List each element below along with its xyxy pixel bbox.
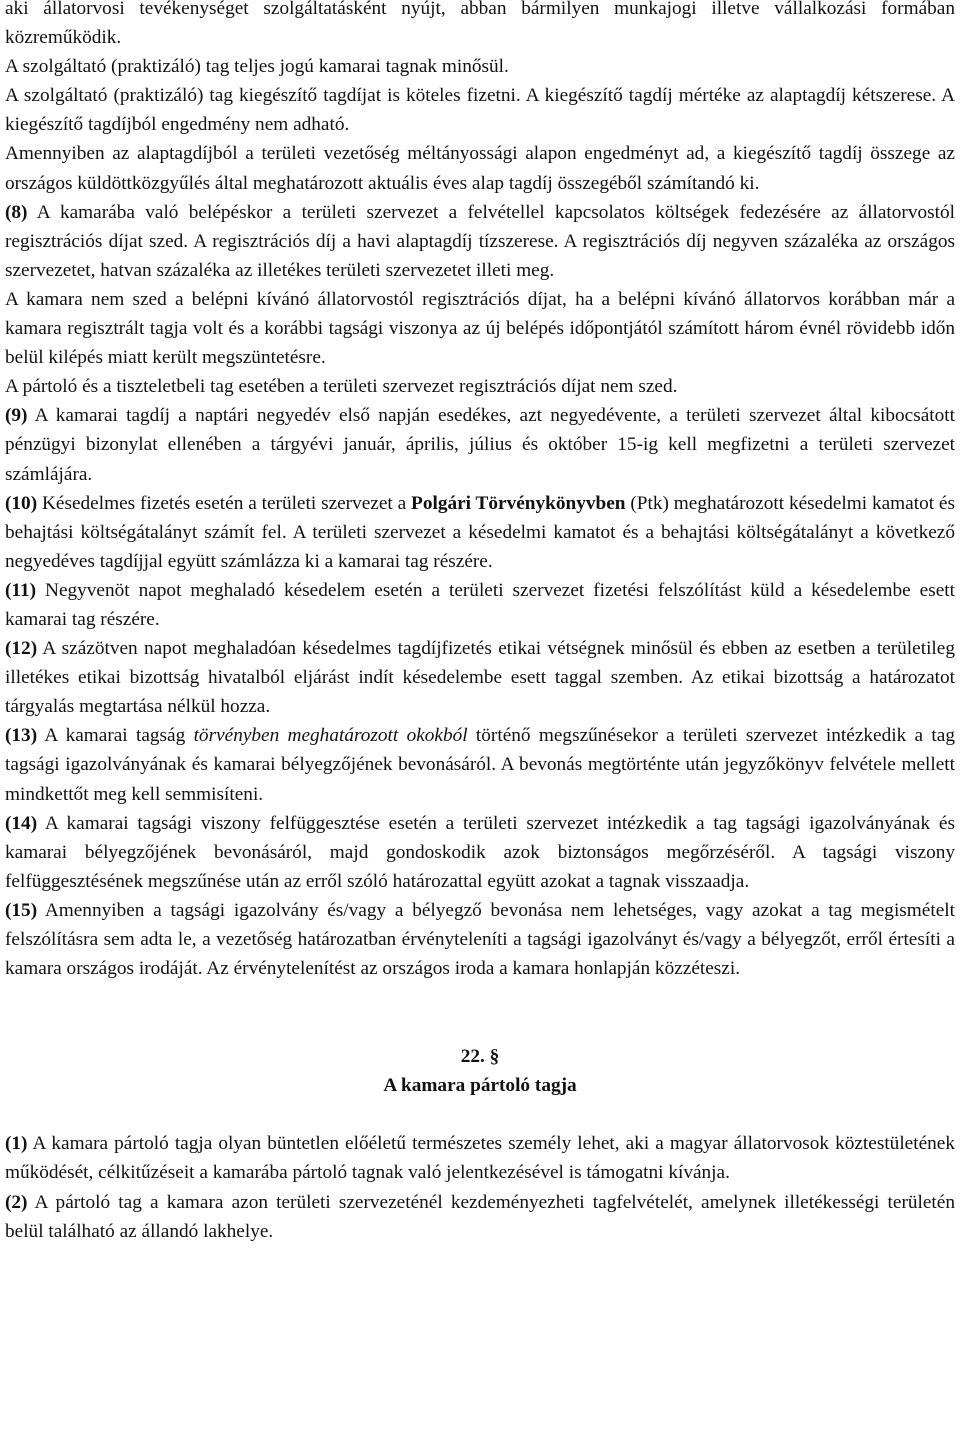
paragraph: [5, 372, 955, 401]
paragraph-text: A pártoló és a tiszteletbeli tag esetében a területi szervezet regisztrációs díjat nem szed.: [5, 376, 678, 398]
paragraph-number: (12): [5, 638, 38, 660]
paragraph-number: (8): [5, 201, 28, 223]
paragraph-text: (Ptk) meghatározott késedelmi kamatot és behajtási költségátalányt számít fel. A területi szervezet a késedelmi kamatot és a behajtási költségátalányt a következő negyedéves tagdíjjal együtt számlázza ki a kamarai tag részére.: [5, 492, 955, 572]
paragraph-number: (2): [5, 1191, 28, 1213]
paragraph-number: (10): [5, 492, 38, 514]
paragraph-13: [5, 721, 955, 808]
paragraph-text: A kamarába való belépéskor a területi szervezet a felvétellel kapcsolatos költségek fedezésére az állatorvostól regisztrációs díjat szed. A regisztrációs díj a havi alaptagdíj tízszerese. A regisztrációs díj negyven százaléka az országos szervezetet, hatvan százaléka az illetékes területi szervezetet illeti meg.: [5, 201, 955, 281]
section-title: A kamara pártoló tagja: [383, 1075, 577, 1097]
paragraph-text: történő megszűnésekor a területi szervezet intézkedik a tag tagsági igazolványának és kamarai bélyegzőjének bevonásáról. A bevonás megtörténte után jegyzőkönyv felvétele mellett mindkettőt meg kell semmisíteni.: [5, 725, 955, 805]
paragraph-text: Amennyiben a tagsági igazolvány és/vagy a bélyegző bevonása nem lehetséges, vagy azokat a tag megismételt felszólításra sem adta le, a vezetőség határozatban érvényteleníti a tagsági igazolványt és/vagy a bélyegzőt, erről értesíti a kamara országos irodáját. Az érvénytelenítést az országos iroda a kamara honlapján közzéteszi.: [5, 899, 955, 980]
paragraph-text: A kamarai tagdíj a naptári negyedév első napján esedékes, azt negyedévente, a területi szervezet által kibocsátott pénzügyi bizonylat ellenében a tárgyévi január, április, július és október 15-ig kell megfizetni a területi szervezet számlájára.: [5, 405, 955, 485]
paragraph-number: (1): [5, 1133, 28, 1155]
paragraph-14: [5, 809, 955, 896]
paragraph-10: [5, 489, 955, 576]
paragraph: [5, 0, 955, 52]
paragraph-text: A százötven napot meghaladóan késedelmes tagdíjfizetés etikai vétségnek minősül és ebben az esetben a területileg illetékes etikai bizottság hivatalból eljárást indít késedelembe esett taggal szemben. Az etikai bizottság a határozatot tárgyalás megtartása nélkül hozza.: [5, 638, 955, 718]
paragraph-text: Negyvenöt napot meghaladó késedelem esetén a területi szervezet fizetési felszólítást küld a késedelembe esett kamarai tag részére.: [5, 579, 955, 630]
section-number: 22. §: [460, 1046, 500, 1068]
paragraph-text: A pártoló tag a kamara azon területi szervezeténél kezdeményezheti tagfelvételét, amelynek illetékességi területén belül található az állandó lakhelye.: [5, 1191, 955, 1242]
paragraph: [5, 81, 955, 139]
paragraph-text: A kamarai tagság: [37, 725, 194, 747]
emphasized-text: törvényben meghatározott okokból: [193, 725, 468, 747]
section-paragraph-2: [5, 1188, 955, 1246]
paragraph-12: [5, 634, 955, 721]
paragraph-text: A szolgáltató (praktizáló) tag kiegészítő tagdíjat is köteles fizetni. A kiegészítő tagdíj mértéke az alaptagdíj kétszerese. A kiegészítő tagdíjból engedmény nem adható.: [5, 85, 955, 136]
document-page: [5, 0, 955, 1246]
paragraph-9: [5, 401, 955, 488]
paragraph-text: aki állatorvosi tevékenységet szolgáltatásként nyújt, abban bármilyen munkajogi illetve vállalkozási formában közreműködik.: [5, 0, 955, 49]
paragraph-number: (14): [5, 812, 38, 834]
law-reference: Polgári Törvénykönyvben: [411, 492, 626, 514]
paragraph-15: [5, 896, 955, 983]
paragraph: [5, 285, 955, 372]
paragraph-text: A kamarai tagsági viszony felfüggesztése esetén a területi szervezet intézkedik a tag tagsági igazolványának és kamarai bélyegzőjének bevonásáról, majd gondoskodik azok biztonságos megőrzéséről. A tagsági viszony felfüggesztésének megszűnése után az erről szóló határozattal együtt azokat a tagnak visszaadja.: [5, 812, 955, 892]
paragraph-text: Késedelmes fizetés esetén a területi szervezet a: [37, 492, 412, 514]
paragraph-text: Amennyiben az alaptagdíjból a területi vezetőség méltányossági alapon engedményt ad, a kiegészítő tagdíj összege az országos küldöttközgyűlés által meghatározott aktuális éves alap tagdíj összegéből számítandó ki.: [5, 143, 955, 194]
paragraph-number: (13): [5, 725, 38, 747]
paragraph-text: A kamara pártoló tagja olyan büntetlen előéletű természetes személy lehet, aki a magyar állatorvosok köztestületének működését, célkitűzéseit a kamarába pártoló tagnak való jelentkezésével is támogatni kívánja.: [5, 1133, 955, 1184]
paragraph-11: [5, 576, 955, 634]
paragraph-8: [5, 198, 955, 285]
paragraph-number: (15): [5, 899, 38, 921]
paragraph: [5, 139, 955, 197]
paragraph: [5, 52, 955, 81]
section-paragraph-1: [5, 1129, 955, 1187]
paragraph-text: A szolgáltató (praktizáló) tag teljes jogú kamarai tagnak minősül.: [5, 56, 509, 78]
paragraph-text: A kamara nem szed a belépni kívánó állatorvostól regisztrációs díjat, ha a belépni kívánó állatorvos korábban már a kamara regisztrált tagja volt és a korábbi tagsági viszonya az új belépés időpontjától számított három évnél rövidebb időn belül kilépés miatt került megszüntetésre.: [5, 288, 955, 369]
paragraph-number: (9): [5, 405, 28, 427]
paragraph-number: (11): [5, 579, 37, 601]
